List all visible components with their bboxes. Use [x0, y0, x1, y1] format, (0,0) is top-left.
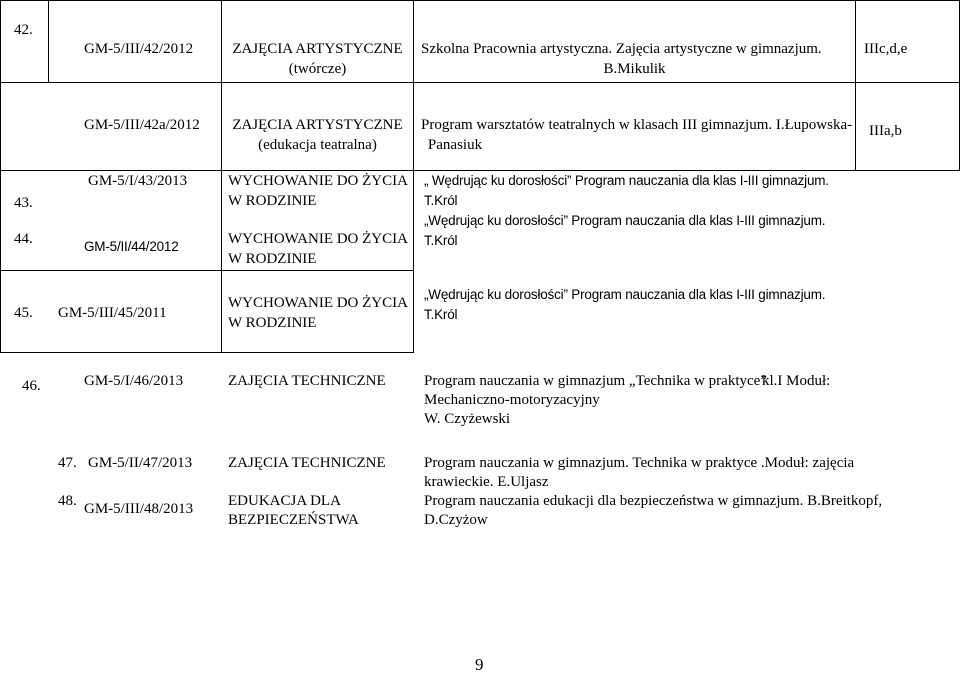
row-46-program-line2: Mechaniczno-motoryzacyjny — [424, 392, 600, 408]
row-44-subject-line1: WYCHOWANIE DO ŻYCIA — [228, 231, 408, 247]
row-divider-42 — [0, 82, 960, 83]
row-42-classes: IIIc,d,e — [864, 41, 908, 57]
row-45-subject-line2: W RODZINIE — [228, 315, 317, 331]
row-44-code: GM-5/II/44/2012 — [84, 239, 179, 254]
row-44-number: 44. — [14, 231, 33, 247]
row-44-program-line2: T.Król — [424, 233, 458, 248]
row-46-code: GM-5/I/46/2013 — [84, 373, 184, 389]
row-42-program-line2: B.Mikulik — [603, 61, 666, 77]
row-48-subject-line2: BEZPIECZEŃSTWA — [228, 512, 359, 528]
column-divider-num — [48, 0, 49, 82]
row-47-subject: ZAJĘCIA TECHNICZNE — [228, 455, 386, 471]
row-44-subject-line2: W RODZINIE — [228, 251, 317, 267]
row-42-program-line1: Szkolna Pracownia artystyczna. Zajęcia artystyczne w gimnazjum. — [421, 41, 822, 57]
row-47-program-line1: Program nauczania w gimnazjum. Technika w praktyce .Moduł: zajęcia — [424, 455, 855, 471]
row-42-subject-line2: (twórcze) — [288, 61, 347, 77]
row-48-subject-line1: EDUKACJA DLA — [228, 493, 341, 509]
row-46-number: 46. — [22, 378, 41, 394]
row-47-code: GM-5/II/47/2013 — [88, 455, 193, 471]
table-border-left — [0, 0, 1, 352]
row-45-program-line2: T.Król — [424, 307, 458, 322]
row-43-program-line1: „ Wędrując ku dorosłości” Program nauczania dla klas I-III gimnazjum. — [424, 173, 829, 188]
row-45-code: GM-5/III/45/2011 — [58, 305, 167, 321]
row-42a-subject-line2: (edukacja teatralna) — [258, 137, 377, 153]
row-43-program-line2: T.Król — [424, 193, 458, 208]
row-47-number: 47. — [58, 455, 77, 471]
row-43-subject-line2: W RODZINIE — [228, 193, 317, 209]
row-45-number: 45. — [14, 305, 33, 321]
row-48-number: 48. — [58, 493, 77, 509]
column-divider-subject — [413, 0, 414, 352]
row-48-program-line2: D.Czyżow — [424, 512, 488, 528]
row-46-subject: ZAJĘCIA TECHNICZNE — [228, 373, 386, 389]
column-divider-program — [855, 0, 856, 170]
row-42a-subject-line1: ZAJĘCIA ARTYSTYCZNE — [232, 117, 403, 133]
row-divider-top — [0, 0, 960, 1]
row-42-code: GM-5/III/42/2012 — [84, 41, 194, 57]
row-47-program-line2: krawieckie. E.Uljasz — [424, 474, 549, 490]
row-48-code: GM-5/III/48/2013 — [84, 501, 194, 517]
row-42a-program-line2: Panasiuk — [427, 137, 483, 153]
row-divider-44 — [0, 270, 414, 271]
row-44-program-line1: „Wędrując ku dorosłości” Program nauczania dla klas I-III gimnazjum. — [424, 213, 826, 228]
row-43-number: 43. — [14, 195, 33, 211]
row-48-program-line1: Program nauczania edukacji dla bezpieczeństwa w gimnazjum. B.Breitkopf, — [424, 493, 883, 509]
row-46-program-line3: W. Czyżewski — [424, 411, 511, 427]
page-number: 9 — [475, 655, 484, 674]
row-42a-code: GM-5/III/42a/2012 — [84, 117, 200, 133]
row-42-subject-line1: ZAJĘCIA ARTYSTYCZNE — [232, 41, 403, 57]
row-42a-classes: IIIa,b — [869, 123, 902, 139]
row-43-code: GM-5/I/43/2013 — [88, 173, 188, 189]
row-42-number: 42. — [14, 22, 33, 38]
row-divider-45 — [0, 352, 414, 353]
row-45-program-line1: „Wędrując ku dorosłości” Program nauczania dla klas I-III gimnazjum. — [424, 287, 826, 302]
row-45-subject-line1: WYCHOWANIE DO ŻYCIA — [228, 295, 408, 311]
row-42a-program-line1: Program warsztatów teatralnych w klasach III gimnazjum. I.Łupowska- — [421, 117, 853, 133]
row-46-program-module: kl.I Moduł: — [762, 373, 831, 389]
row-46-program-line1: Program nauczania w gimnazjum „Technika w praktyce” — [424, 373, 767, 389]
row-43-subject-line1: WYCHOWANIE DO ŻYCIA — [228, 173, 408, 189]
